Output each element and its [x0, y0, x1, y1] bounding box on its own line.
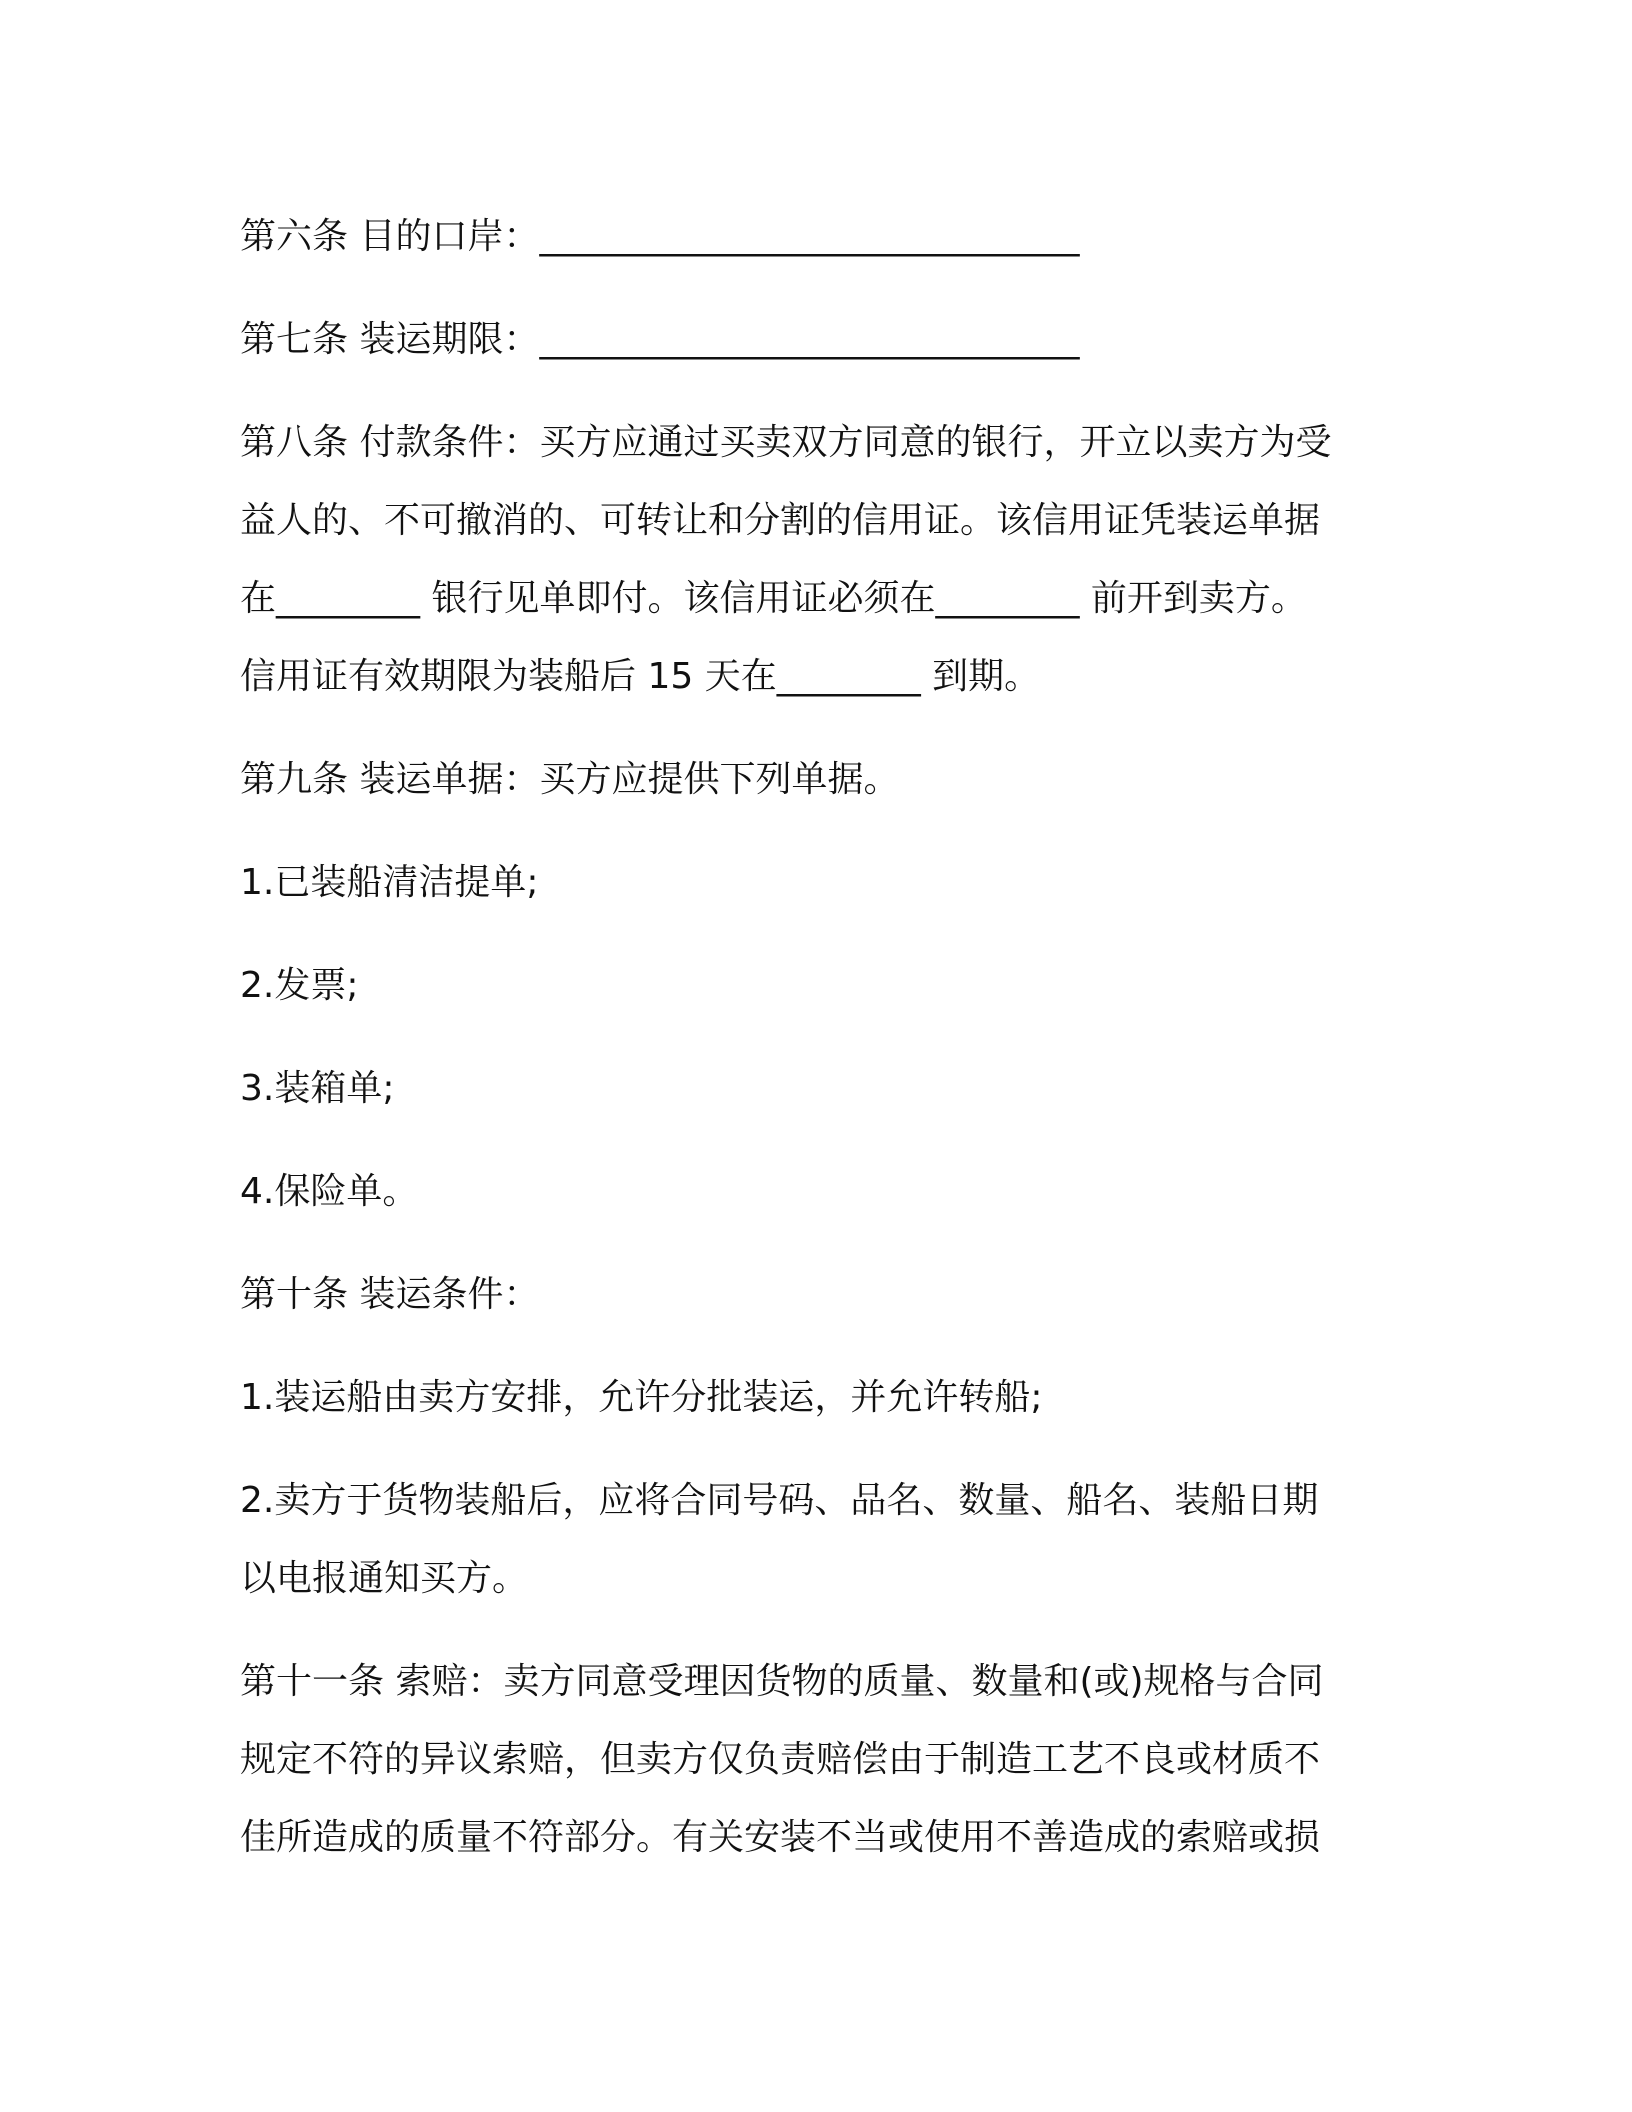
- text-line: 第七条 装运期限：______________________________: [240, 319, 1080, 360]
- text-line: 1.已装船清洁提单;: [240, 862, 539, 903]
- list-item-vessel-arrangement: [240, 1359, 1380, 1437]
- text-line: 规定不符的异议索赔，但卖方仅负责赔偿由于制造工艺不良或材质不: [240, 1739, 1321, 1780]
- text-line: 益人的、不可撤消的、可转让和分割的信用证。该信用证凭装运单据: [240, 500, 1321, 541]
- list-item-bill-of-lading: [240, 844, 1380, 922]
- article-7-shipment-period: [240, 301, 1380, 379]
- text-line: 以电报通知买方。: [240, 1558, 529, 1599]
- text-line: 第六条 目的口岸：______________________________: [240, 216, 1080, 257]
- article-10-shipment-conditions: [240, 1256, 1380, 1334]
- article-6-destination-port: [240, 198, 1380, 276]
- text-line: 第九条 装运单据：买方应提供下列单据。: [240, 759, 900, 800]
- document-page: [240, 198, 1380, 1902]
- text-line: 3.装箱单;: [240, 1068, 395, 1109]
- text-line: 2.卖方于货物装船后，应将合同号码、品名、数量、船名、装船日期: [240, 1480, 1319, 1521]
- text-line: 在________ 银行见单即付。该信用证必须在________ 前开到卖方。: [240, 578, 1307, 619]
- text-line: 2.发票;: [240, 965, 359, 1006]
- article-9-shipping-documents: [240, 741, 1380, 819]
- list-item-invoice: [240, 947, 1380, 1025]
- text-line: 第十条 装运条件：: [240, 1274, 540, 1315]
- article-8-payment-terms: [240, 404, 1380, 716]
- text-line: 佳所造成的质量不符部分。有关安装不当或使用不善造成的索赔或损: [240, 1817, 1321, 1858]
- article-11-claims: [240, 1643, 1380, 1877]
- text-line: 4.保险单。: [240, 1171, 419, 1212]
- list-item-insurance-policy: [240, 1153, 1380, 1231]
- text-line: 第八条 付款条件：买方应通过买卖双方同意的银行，开立以卖方为受: [240, 422, 1332, 463]
- list-item-shipment-notice: [240, 1462, 1380, 1618]
- text-line: 第十一条 索赔：卖方同意受理因货物的质量、数量和(或)规格与合同: [240, 1661, 1324, 1702]
- text-line: 1.装运船由卖方安排，允许分批装运，并允许转船;: [240, 1377, 1043, 1418]
- text-line: 信用证有效期限为装船后 15 天在________ 到期。: [240, 656, 1041, 697]
- list-item-packing-list: [240, 1050, 1380, 1128]
